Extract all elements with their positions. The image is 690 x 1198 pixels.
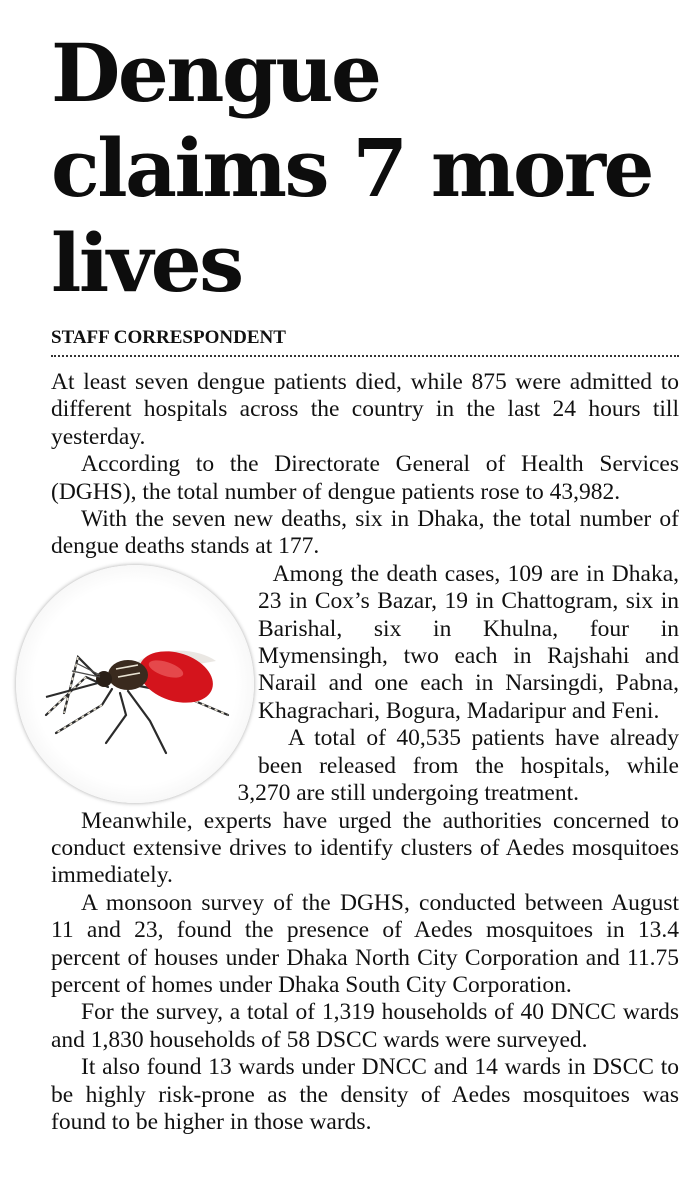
paragraph: At least seven dengue patients died, while 875 were admitted to different hospitals across the country in the last 24 hours till yesterday. — [51, 369, 679, 450]
paragraph: A monsoon survey of the DGHS, conducted between August 11 and 23, found the presence of Aedes mosquitoes in 13.4 percent of houses under Dhaka North City Corporation and 11.75 percent of homes under Dhaka South City Corporation. — [51, 889, 679, 998]
paragraph: With the seven new deaths, six in Dhaka, the total number of dengue deaths stands at 177. — [51, 506, 679, 560]
mosquito-image-disc — [16, 565, 254, 803]
article-body — [51, 369, 679, 1136]
paragraph: According to the Directorate General of Health Services (DGHS), the total number of dengue patients rose to 43,982. — [51, 451, 679, 505]
paragraph: Meanwhile, experts have urged the authorities concerned to conduct extensive drives to identify clusters of Aedes mosquitoes immediately. — [51, 807, 679, 889]
news-article — [51, 26, 679, 1136]
paragraph: It also found 13 wards under DNCC and 14 wards in DSCC to be highly risk-prone as the density of Aedes mosquitoes was found to be higher in those wards. — [51, 1054, 679, 1135]
mosquito-head — [96, 671, 112, 687]
paragraph: For the survey, a total of 1,319 households of 40 DNCC wards and 1,830 households of 58 DSCC wards were surveyed. — [51, 999, 679, 1053]
headline: Dengue claims 7 more lives — [51, 26, 652, 310]
paragraph: Among the death cases, 109 are in Dhaka, 23 in Cox’s Bazar, 19 in Chattogram, six in Barishal, six in Khulna, four in Mymensingh, two each in Rajshahi and Narail and one each in Narsingdi, Pabna, Khagrachari, Bogura, Madaripur and Feni. — [258, 560, 679, 724]
mosquito-photo — [16, 565, 254, 803]
mosquito-icon — [16, 565, 254, 803]
paragraph: A total of 40,535 patients have already been released from the hospitals, while 3,270 are still undergoing treatment. — [237, 725, 679, 807]
byline: STAFF CORRESPONDENT — [51, 327, 679, 357]
